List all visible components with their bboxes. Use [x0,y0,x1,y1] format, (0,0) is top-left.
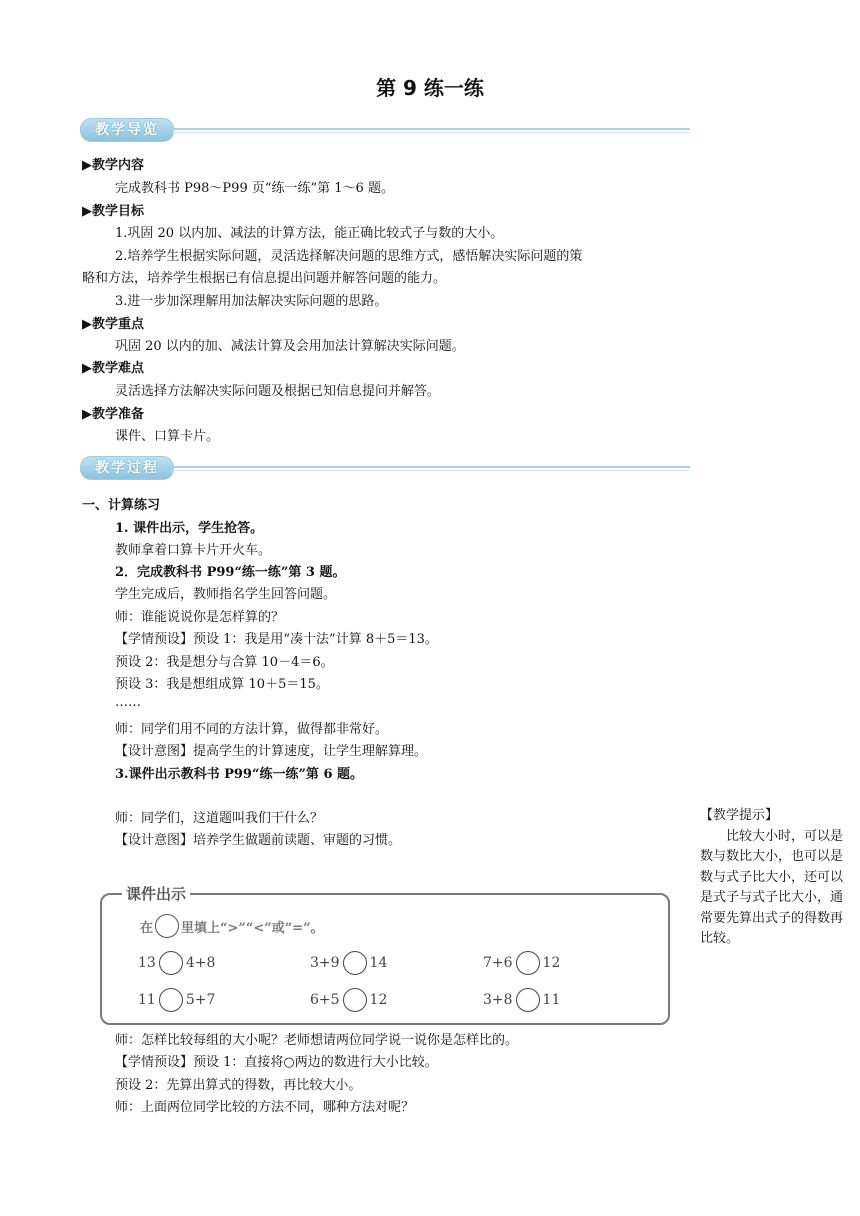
body-line: 师：谁能说说你是怎样算的？ [115,610,285,625]
goal-1: 1.巩固 20 以内加、减法的计算方法，能正确比较式子与数的大小。 [115,226,504,241]
compare-right: 12 [542,955,561,971]
body-line: 预设 2：我是想分与合算 10－4＝6。 [115,655,334,670]
compare-left: 7+6 [483,955,513,971]
compare-item [138,951,215,975]
body-line: 【学情预设】预设 1：我是用“凑十法”计算 8＋5＝13。 [115,632,438,647]
section-badge: 教学过程 [80,456,174,480]
answer-circle[interactable] [516,951,540,975]
compare-item [310,951,387,975]
heading-difficult: ▶教学难点 [82,361,144,376]
answer-circle[interactable] [343,951,367,975]
compare-right: 14 [369,955,388,971]
body-line: 师：同学们用不同的方法计算，做得都非常好。 [115,722,389,737]
body-line: 【设计意图】培养学生做题前读题、审题的习惯。 [115,833,402,848]
compare-left: 13 [138,955,156,971]
answer-circle[interactable] [159,988,183,1012]
compare-right: 12 [369,992,388,1008]
card-instruction [140,914,324,938]
compare-item [483,988,560,1012]
compare-right: 5+7 [185,992,216,1008]
divider [172,466,690,468]
card-label: 课件出示 [122,883,190,904]
step-2: 2．完成教科书 P99“练一练”第 3 题。 [115,565,346,580]
section-banner-process [80,456,690,480]
step-1: 1. 课件出示，学生抢答。 [115,521,264,536]
heading-prep: ▶教学准备 [82,407,144,422]
content-text: 完成教科书 P98～P99 页“练一练”第 1～6 题。 [115,181,394,196]
body-line: 师：同学们，这道题叫我们干什么？ [115,811,324,826]
heading-goal: ▶教学目标 [82,204,144,219]
compare-item [483,951,560,975]
body-line: 【学情预设】预设 1：直接将○两边的数进行大小比较。 [115,1055,438,1070]
compare-left: 6+5 [310,992,340,1008]
section-badge: 教学导览 [80,118,174,142]
compare-right: 4+8 [185,955,216,971]
tip-text: 比较大小时，可以是数与数比大小，也可以是数与式子比大小，还可以是式子与式子比大小，通常要先算出式子的得数再比较。 [700,828,844,946]
body-line: 师：上面两位同学比较的方法不同，哪种方法对呢？ [115,1100,415,1115]
section-banner-guide [80,118,690,142]
compare-item [138,988,215,1012]
body-line: …… [115,695,141,710]
compare-left: 3+8 [483,992,513,1008]
compare-item [310,988,387,1012]
tip-heading: 【教学提示】 [700,808,779,823]
goal-3: 3.进一步加深理解用加法解决实际问题的思路。 [115,294,388,309]
compare-right: 11 [542,992,561,1008]
heading-key: ▶教学重点 [82,317,144,332]
compare-left: 11 [138,992,156,1008]
instruction-post: 里填上“>”“<”或“=”。 [181,920,324,936]
prep-text: 课件、口算卡片。 [115,429,220,444]
goal-2b: 略和方法，培养学生根据已有信息提出问题并解答问题的能力。 [82,271,447,286]
heading-content: ▶教学内容 [82,158,144,173]
answer-circle[interactable] [516,988,540,1012]
divider [172,470,690,471]
circle-icon [155,914,179,938]
answer-circle[interactable] [343,988,367,1012]
page-title: 第 9 练一练 [376,76,484,100]
compare-left: 3+9 [310,955,340,971]
part-heading: 一、计算练习 [82,498,161,513]
divider [172,128,690,130]
body-line: 【设计意图】提高学生的计算速度，让学生理解算理。 [115,744,428,759]
step-3: 3.课件出示教科书 P99“练一练”第 6 题。 [115,767,364,782]
body-line: 学生完成后，教师指名学生回答问题。 [115,587,337,602]
goal-2a: 2.培养学生根据实际问题，灵活选择解决问题的思维方式，感悟解决实际问题的策 [115,249,583,264]
body-line: 预设 2：先算出算式的得数，再比较大小。 [115,1078,362,1093]
teaching-tip [700,806,850,950]
body-line: 教师拿着口算卡片开火车。 [115,543,272,558]
answer-circle[interactable] [159,951,183,975]
key-text: 巩固 20 以内的加、减法计算及会用加法计算解决实际问题。 [115,339,465,354]
difficult-text: 灵活选择方法解决实际问题及根据已知信息提问并解答。 [115,384,441,399]
body-line: 预设 3：我是想组成算 10＋5＝15。 [115,677,329,692]
body-line: 师：怎样比较每组的大小呢？老师想请两位同学说一说你是怎样比的。 [115,1033,519,1048]
instruction-pre: 在 [140,920,154,936]
divider [172,132,690,133]
